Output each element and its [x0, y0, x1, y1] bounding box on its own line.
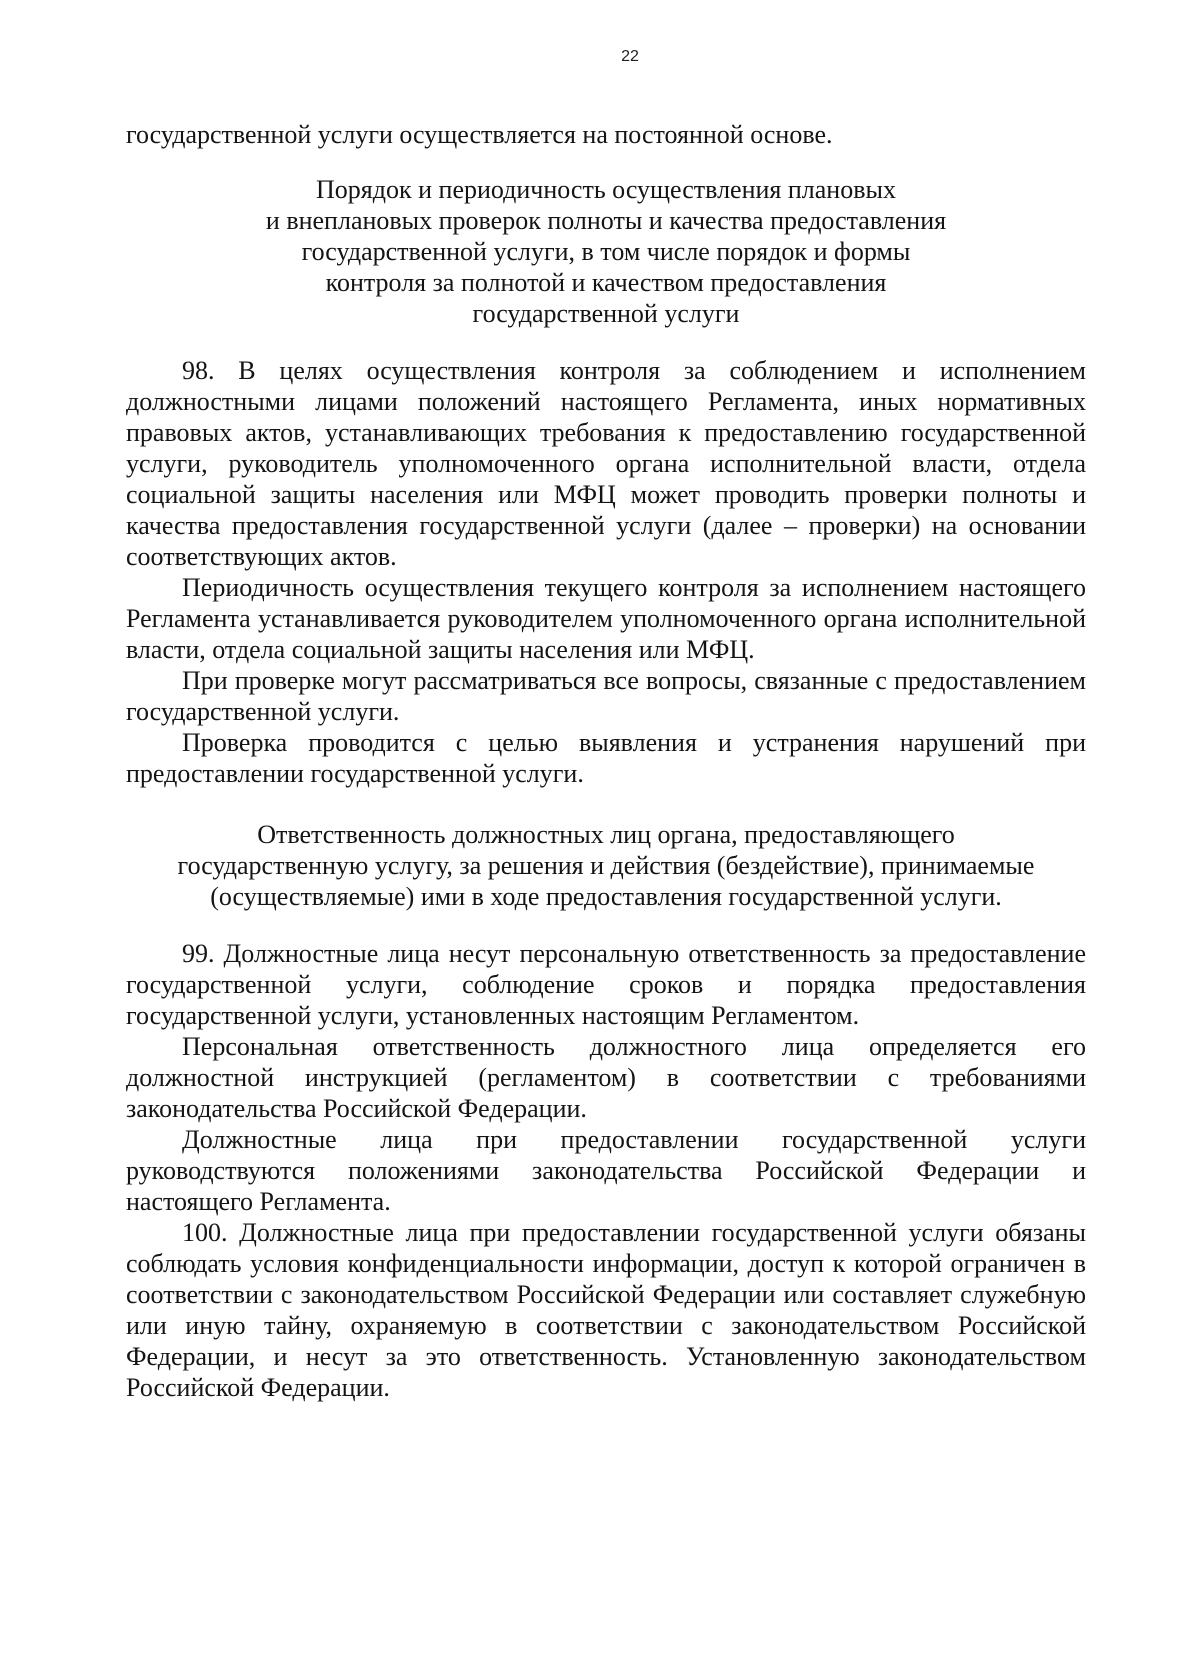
heading-line: и внеплановых проверок полноты и качества предоставления — [265, 206, 947, 235]
paragraph-inspection-purpose: Проверка проводится с целью выявления и устранения нарушений при предоставлении государственной услуги. — [126, 728, 1086, 788]
heading-line: государственной услуги, в том числе порядок и формы — [301, 237, 911, 266]
paragraph-personal-responsibility: Персональная ответственность должностного лица определяется его должностной инструкцией (регламентом) в соответствии с требованиями законодательства Российской Федерации. — [126, 1032, 1086, 1123]
heading-line: (осуществляемые) ими в ходе предоставления государственной услуги. — [210, 882, 1002, 911]
section-heading-control-procedure — [126, 174, 1086, 329]
paragraph-98: 98. В целях осуществления контроля за соблюдением и исполнением должностными лицами положений настоящего Регламента, иных нормативных правовых актов, устанавливающих требования к предоставлению государственной услуги, руководитель уполномоченного органа исполнительной власти, отдела социальной защиты населения или МФЦ может проводить проверки полноты и качества предоставления государственной услуги (далее – проверки) на основании соответствующих актов. — [126, 356, 1086, 571]
continuation-line: государственной услуги осуществляется на постоянной основе. — [126, 120, 833, 149]
paragraph-inspection-scope: При проверке могут рассматриваться все вопросы, связанные с предоставлением государственной услуги. — [126, 666, 1086, 726]
paragraph-100: 100. Должностные лица при предоставлении государственной услуги обязаны соблюдать условия конфиденциальности информации, доступ к которой ограничен в соответствии с законодательством Российской Федерации или составляет служебную или иную тайну, охраняемую в соответствии с законодательством Российской Федерации, и несут за это ответственность. Установленную законодательством Российской Федерации. — [126, 1218, 1086, 1402]
heading-line: Ответственность должностных лиц органа, предоставляющего — [257, 820, 955, 849]
document-body — [126, 118, 1086, 1403]
heading-line: контроля за полнотой и качеством предоставления — [325, 268, 887, 297]
heading-line: государственную услугу, за решения и действия (бездействие), принимаемые — [177, 851, 1035, 880]
paragraph-guided-by-law: Должностные лица при предоставлении государственной услуги руководствуются положениями законодательства Российской Федерации и настоящего Регламента. — [126, 1125, 1086, 1216]
section-heading-responsibility — [126, 819, 1086, 912]
page-number: 22 — [621, 48, 639, 65]
paragraph-99: 99. Должностные лица несут персональную ответственность за предоставление государственной услуги, соблюдение сроков и порядка предоставления государственной услуги, установленных настоящим Регламентом. — [126, 939, 1086, 1030]
heading-line: государственной услуги — [472, 299, 740, 328]
paragraph-periodicity: Периодичность осуществления текущего контроля за исполнением настоящего Регламента устанавливается руководителем уполномоченного органа исполнительной власти, отдела социальной защиты населения или МФЦ. — [126, 573, 1086, 664]
heading-line: Порядок и периодичность осуществления плановых — [316, 175, 896, 204]
